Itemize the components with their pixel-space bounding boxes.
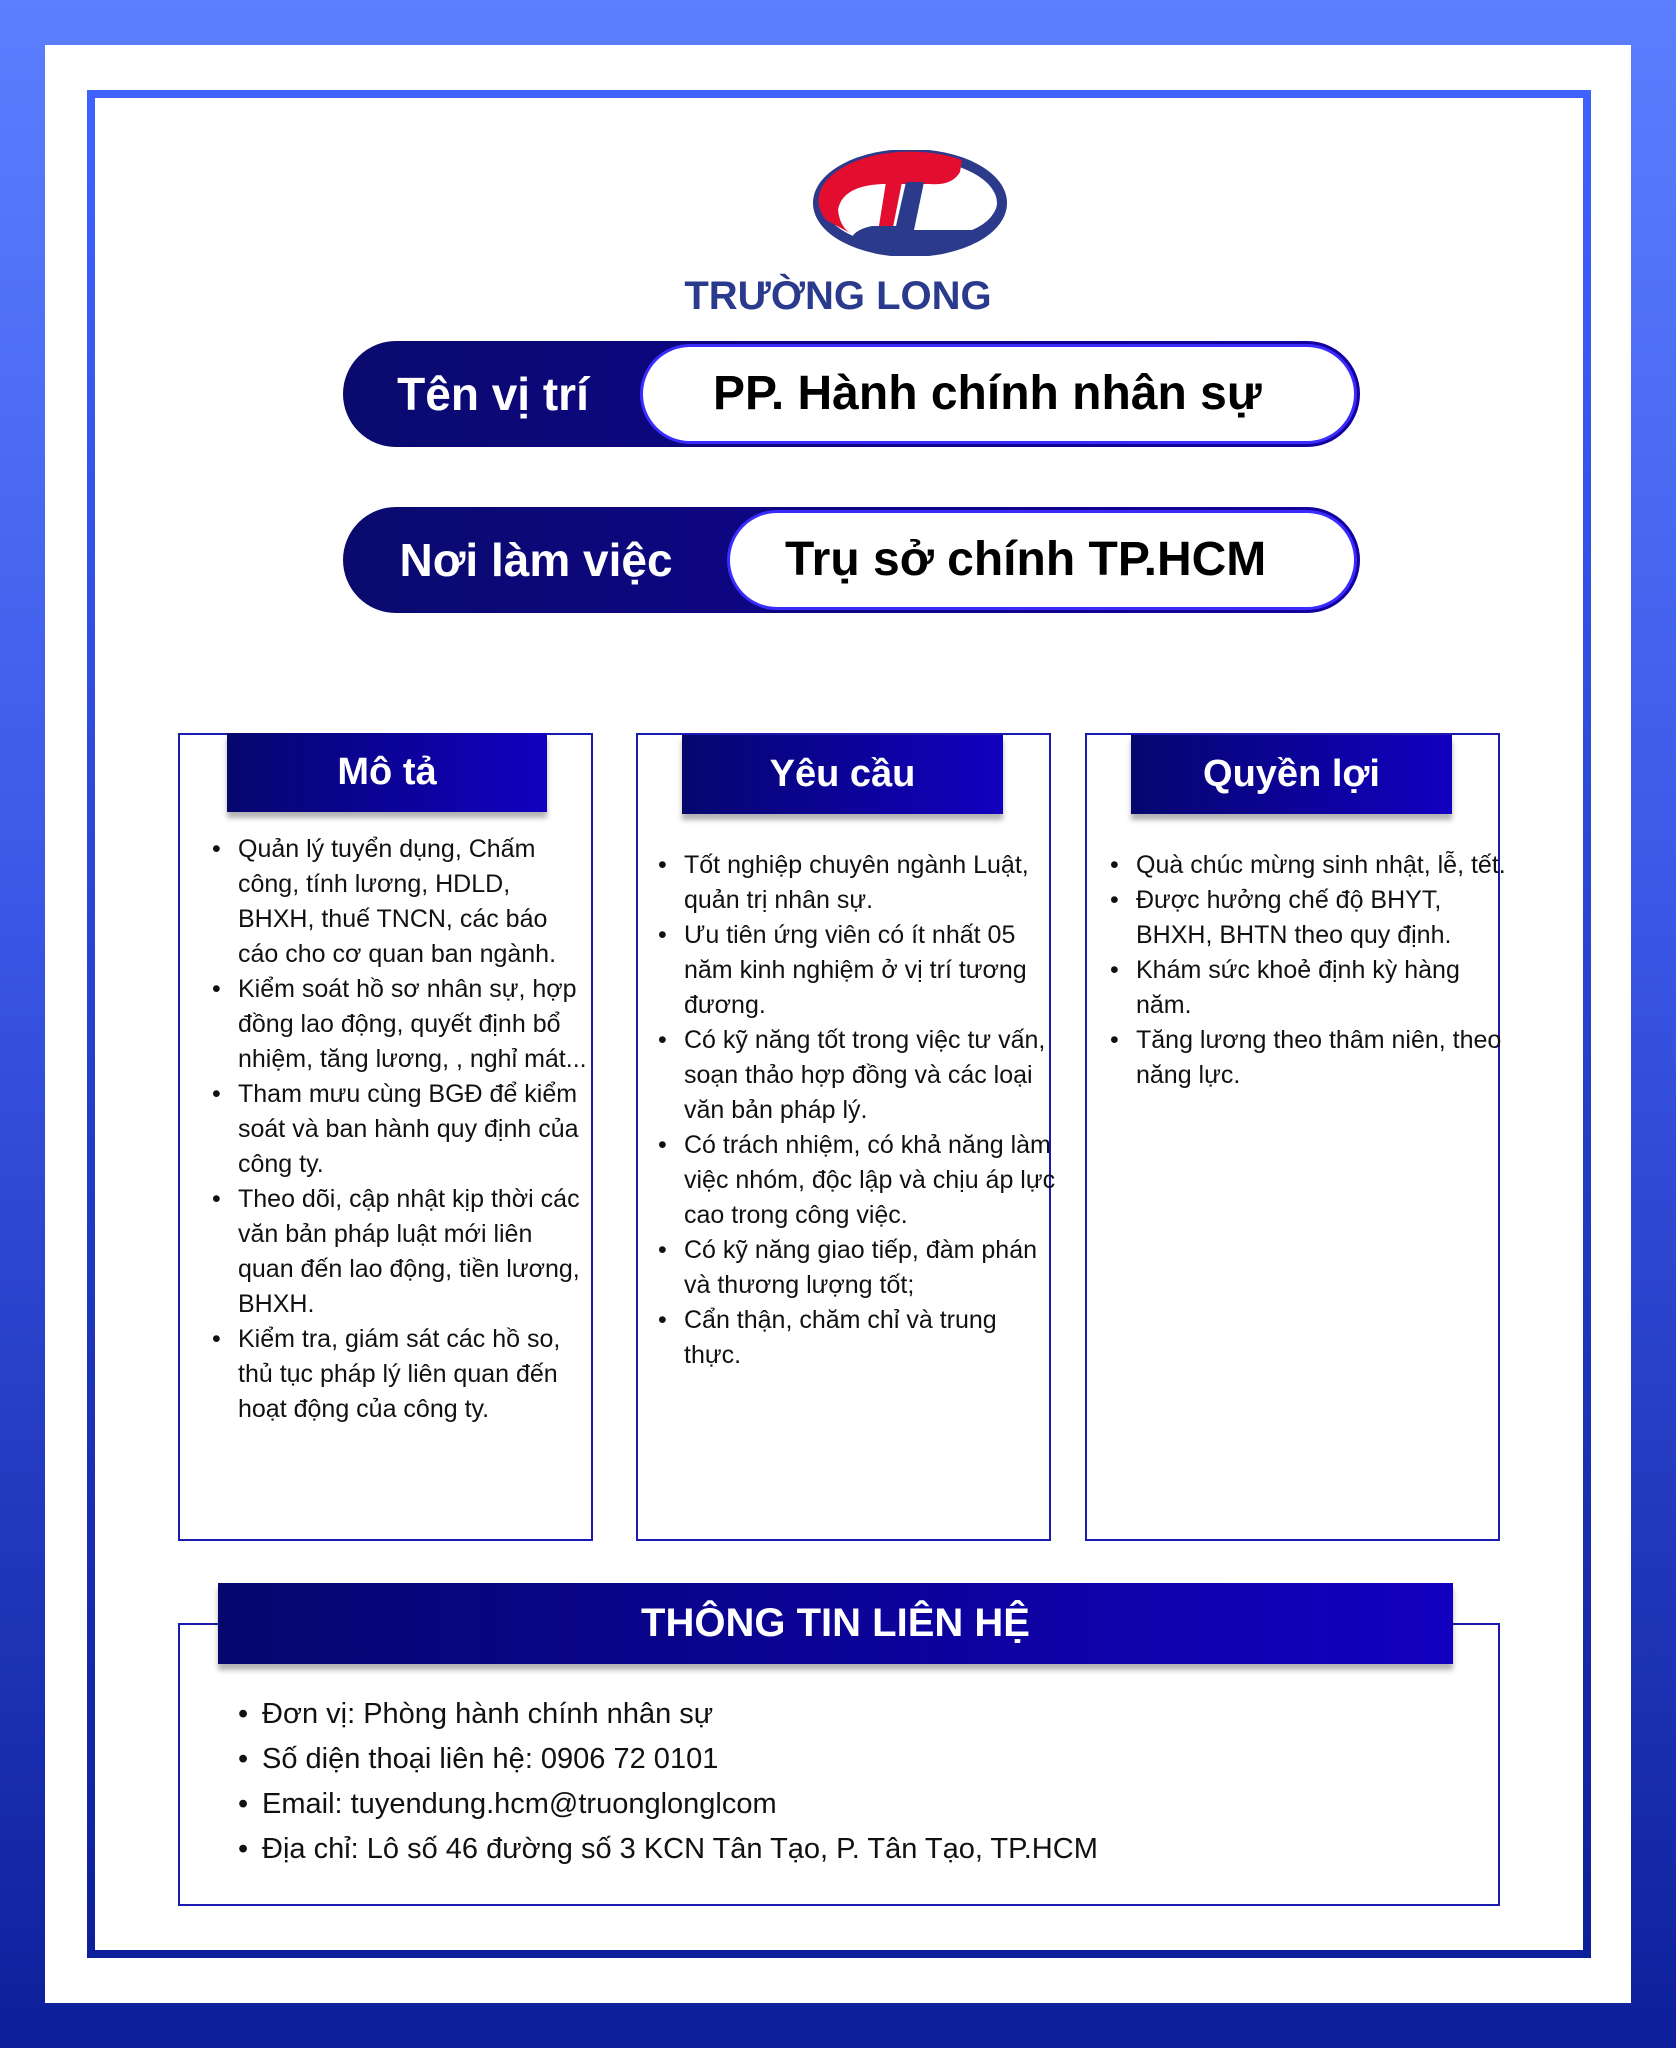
description-list xyxy=(212,832,593,1427)
contact-phone: • Số diện thoại liên hệ: 0906 72 0101 xyxy=(262,1737,1098,1782)
list-item: • Tốt nghiệp chuyên ngành Luật, quản trị nhân sự. xyxy=(684,848,1056,918)
requirements-list xyxy=(658,848,1056,1373)
list-item: • Quản lý tuyển dụng, Chấm công, tính lương, HDLD, BHXH, thuế TNCN, các báo cáo cho cơ quan ban ngành. xyxy=(238,832,593,972)
location-label: Nơi làm việc xyxy=(399,534,673,586)
benefits-header: Quyền lợi xyxy=(1131,735,1452,814)
list-item: • Có kỹ năng giao tiếp, đàm phán và thương lượng tốt; xyxy=(684,1233,1056,1303)
list-item: • Cẩn thận, chăm chỉ và trung thực. xyxy=(684,1303,1056,1373)
location-pill xyxy=(343,507,1360,613)
list-item: • Có kỹ năng tốt trong việc tư vấn, soạn thảo hợp đồng và các loại văn bản pháp lý. xyxy=(684,1023,1056,1128)
contact-header: THÔNG TIN LIÊN HỆ xyxy=(218,1583,1453,1664)
list-item: • Được hưởng chế độ BHYT, BHXH, BHTN theo quy định. xyxy=(1136,883,1508,953)
contact-list xyxy=(262,1692,1098,1872)
description-header: Mô tả xyxy=(227,733,547,812)
list-item: • Khám sức khoẻ định kỳ hàng năm. xyxy=(1136,953,1508,1023)
requirements-header: Yêu cầu xyxy=(682,735,1003,814)
list-item: • Quà chúc mừng sinh nhật, lễ, tết. xyxy=(1136,848,1508,883)
contact-unit: • Đơn vị: Phòng hành chính nhân sự xyxy=(262,1692,1098,1737)
list-item: • Tăng lương theo thâm niên, theo năng lực. xyxy=(1136,1023,1508,1093)
brand-name: TRƯỜNG LONG xyxy=(684,274,992,318)
list-item: • Ưu tiên ứng viên có ít nhất 05 năm kinh nghiệm ở vị trí tương đương. xyxy=(684,918,1056,1023)
position-pill xyxy=(343,341,1360,447)
list-item: • Có trách nhiệm, có khả năng làm việc nhóm, độc lập và chịu áp lực cao trong công việc. xyxy=(684,1128,1056,1233)
position-value: PP. Hành chính nhân sự xyxy=(640,344,1357,444)
position-label: Tên vị trí xyxy=(397,368,589,420)
list-item: • Kiểm tra, giám sát các hồ so, thủ tục pháp lý liên quan đến hoạt động của công ty. xyxy=(238,1322,593,1427)
location-value: Trụ sở chính TP.HCM xyxy=(727,510,1357,610)
list-item: • Theo dõi, cập nhật kịp thời các văn bản pháp luật mới liên quan đến lao động, tiền lương, BHXH. xyxy=(238,1182,593,1322)
contact-email: • Email: tuyendung.hcm@truonglonglcom xyxy=(262,1782,1098,1827)
list-item: • Tham mưu cùng BGĐ để kiểm soát và ban hành quy định của công ty. xyxy=(238,1077,593,1182)
list-item: • Kiểm soát hồ sơ nhân sự, hợp đồng lao động, quyết định bổ nhiệm, tăng lương, , nghỉ mát... xyxy=(238,972,593,1077)
benefits-list xyxy=(1110,848,1508,1093)
truong-long-logo xyxy=(812,150,1008,256)
contact-address: • Địa chỉ: Lô số 46 đường số 3 KCN Tân Tạo, P. Tân Tạo, TP.HCM xyxy=(262,1827,1098,1872)
